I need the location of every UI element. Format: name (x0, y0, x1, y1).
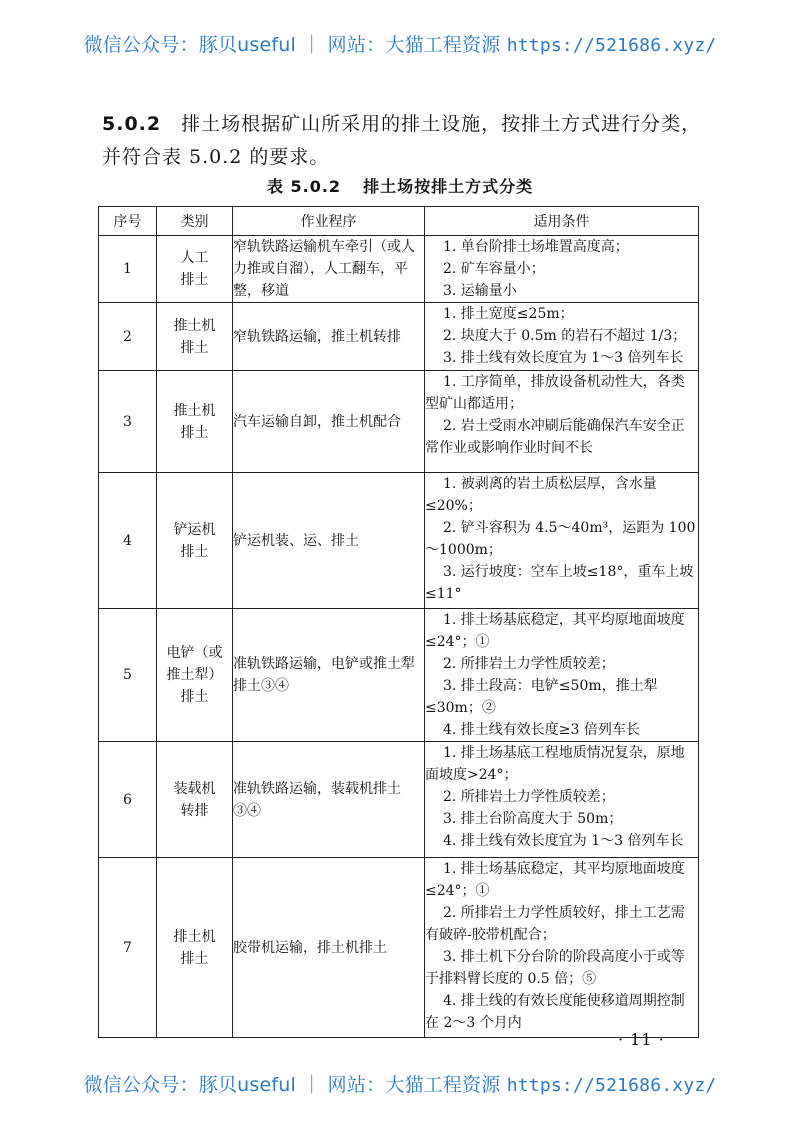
clause-text: 排土场根据矿山所采用的排土设施，按排土方式进行分类，并符合表 5.0.2 的要求。 (102, 113, 702, 168)
condition-item: 2. 块度大于 0.5m 的岩石不超过 1/3； (443, 328, 687, 344)
table-caption-title: 排土场按排土方式分类 (363, 177, 534, 196)
cell-procedure: 准轨铁路运输，电铲或推土犁排土③④ (233, 609, 425, 742)
condition-item: 4. 排土线有效长度宜为 1～3 倍列车长 (443, 833, 684, 849)
cell-type: 电铲（或 推土犁） 排土 (157, 609, 233, 742)
condition-item: 2. 所排岩土力学性质较好，排土工艺需有破碎-胶带机配合； (425, 905, 685, 943)
watermark-text: 微信公众号：豚贝useful ｜ 网站：大猫工程资源 (83, 34, 507, 56)
table-row (99, 742, 699, 858)
condition-item: 1. 排土场基底稳定，其平均原地面坡度≤24°；① (425, 861, 685, 899)
table-row (99, 609, 699, 742)
cell-type: 推土机 排土 (157, 303, 233, 371)
cell-procedure: 准轨铁路运输，装载机排土③④ (233, 742, 425, 858)
cell-conditions (425, 236, 699, 303)
header-cell: 适用条件 (425, 207, 699, 236)
cell-conditions (425, 742, 699, 858)
page-number: · 11 · (618, 1030, 665, 1049)
condition-item: 1. 工序简单，排放设备机动性大，各类型矿山都适用； (425, 374, 685, 412)
cell-number: 2 (99, 303, 157, 371)
condition-item: 1. 被剥离的岩土质松层厚，含水量≤20%； (425, 476, 657, 514)
table-header-row (99, 207, 699, 236)
cell-number: 7 (99, 858, 157, 1038)
cell-procedure: 窄轨铁路运输机车牵引（或人力推或自溜），人工翻车，平整，移道 (233, 236, 425, 303)
cell-procedure: 胶带机运输，排土机排土 (233, 858, 425, 1038)
table-caption (0, 174, 800, 197)
condition-item: 4. 排土线有效长度≥3 倍列车长 (443, 722, 640, 738)
table-row (99, 371, 699, 473)
table-row (99, 303, 699, 371)
cell-number: 4 (99, 473, 157, 609)
header-cell: 序号 (99, 207, 157, 236)
cell-type: 推土机 排土 (157, 371, 233, 473)
cell-type: 装载机 转排 (157, 742, 233, 858)
cell-procedure: 窄轨铁路运输，推土机转排 (233, 303, 425, 371)
table-row (99, 236, 699, 303)
watermark-bottom (0, 1070, 800, 1097)
cell-procedure: 汽车运输自卸，推土机配合 (233, 371, 425, 473)
cell-number: 1 (99, 236, 157, 303)
cell-type: 铲运机 排土 (157, 473, 233, 609)
condition-item: 2. 所排岩土力学性质较差； (443, 789, 615, 805)
cell-type: 人工 排土 (157, 236, 233, 303)
condition-item: 2. 矿车容量小； (443, 261, 545, 277)
watermark-top (0, 30, 800, 57)
cell-conditions (425, 609, 699, 742)
condition-item: 3. 排土段高：电铲≤50m，推土犁≤30m；② (425, 678, 658, 716)
condition-item: 3. 排土台阶高度大于 50m； (443, 811, 623, 827)
cell-type: 排土机 排土 (157, 858, 233, 1038)
table-caption-number: 表 5.0.2 (266, 177, 342, 196)
clause-paragraph (102, 108, 712, 174)
cell-procedure: 铲运机装、运、排土 (233, 473, 425, 609)
cell-conditions (425, 473, 699, 609)
cell-number: 6 (99, 742, 157, 858)
cell-number: 3 (99, 371, 157, 473)
cell-conditions (425, 303, 699, 371)
condition-item: 3. 运输量小 (443, 283, 517, 299)
header-cell: 作业程序 (233, 207, 425, 236)
cell-conditions (425, 858, 699, 1038)
watermark-url[interactable]: https://521686.xyz/ (506, 35, 717, 56)
condition-item: 3. 排土线有效长度宜为 1～3 倍列车长 (443, 350, 684, 366)
condition-item: 2. 岩土受雨水冲刷后能确保汽车安全正常作业或影响作业时间不长 (425, 418, 685, 456)
table-row (99, 858, 699, 1038)
condition-item: 1. 排土宽度≤25m； (443, 306, 574, 322)
clause-number: 5.0.2 (102, 113, 162, 135)
condition-item: 1. 排土场基底稳定，其平均原地面坡度≤24°；① (425, 612, 685, 650)
condition-item: 4. 排土线的有效长度能使移道周期控制在 2～3 个月内 (425, 993, 685, 1031)
watermark-url[interactable]: https://521686.xyz/ (506, 1075, 717, 1096)
table-row (99, 473, 699, 609)
condition-item: 2. 所排岩土力学性质较差； (443, 656, 615, 672)
cell-number: 5 (99, 609, 157, 742)
condition-item: 3. 运行坡度：空车上坡≤18°，重车上坡≤11° (425, 564, 694, 602)
table-body (99, 236, 699, 1038)
condition-item: 2. 铲斗容积为 4.5～40m³，运距为 100～1000m； (425, 520, 696, 558)
condition-item: 3. 排土机下分台阶的阶段高度小于或等于排料臂长度的 0.5 倍；⑤ (425, 949, 685, 987)
cell-conditions (425, 371, 699, 473)
header-cell: 类别 (157, 207, 233, 236)
watermark-text: 微信公众号：豚贝useful ｜ 网站：大猫工程资源 (83, 1074, 507, 1096)
condition-item: 1. 单台阶排土场堆置高度高； (443, 239, 629, 255)
classification-table (98, 206, 699, 1038)
condition-item: 1. 排土场基底工程地质情况复杂，原地面坡度>24°； (425, 745, 685, 783)
